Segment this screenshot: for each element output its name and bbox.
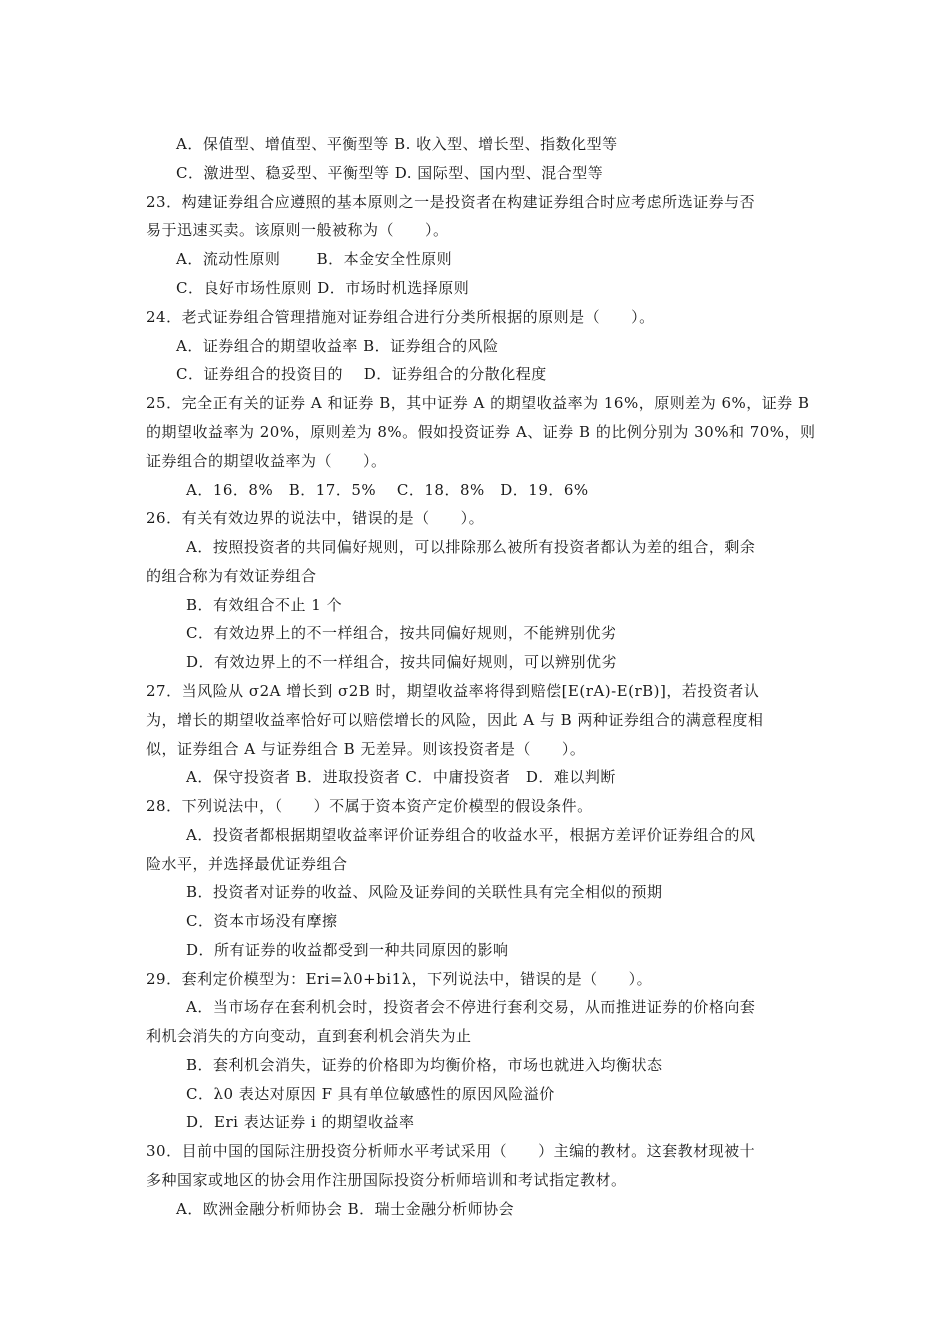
q26-option-b: B．有效组合不止 1 个	[186, 596, 343, 614]
q22-options-ab: A．保值型、增值型、平衡型等 B. 收入型、增长型、指数化型等	[176, 135, 618, 153]
q24-stem: 24．老式证券组合管理措施对证券组合进行分类所根据的原则是（ ）。	[146, 308, 655, 326]
q22-options-cd: C．激进型、稳妥型、平衡型等 D. 国际型、国内型、混合型等	[176, 164, 604, 182]
q27-options: A．保守投资者 B．进取投资者 C．中庸投资者 D．难以判断	[186, 768, 616, 786]
q24-options-cd: C．证券组合的投资目的 D．证券组合的分散化程度	[176, 365, 547, 383]
q25-options: A．16．8% B．17．5% C．18．8% D．19．6%	[186, 481, 589, 499]
q28-option-d: D．所有证券的收益都受到一种共同原因的影响	[186, 941, 509, 959]
q25-stem-line-3: 证券组合的期望收益率为（ ）。	[146, 452, 387, 470]
q28-stem: 28．下列说法中，（ ）不属于资本资产定价模型的假设条件。	[146, 797, 593, 815]
q25-stem-line-2: 的期望收益率为 20%，原则差为 8%。假如投资证券 A、证券 B 的比例分别为 30%和 70%，则	[146, 423, 816, 441]
q28-option-b: B．投资者对证券的收益、风险及证券间的关联性具有完全相似的预期	[186, 883, 663, 901]
q29-option-d: D．Eri 表达证券 i 的期望收益率	[186, 1113, 415, 1131]
q30-options-ab: A．欧洲金融分析师协会 B．瑞士金融分析师协会	[176, 1200, 515, 1218]
q23-stem-line-2: 易于迅速买卖。该原则一般被称为（ ）。	[146, 221, 449, 239]
q30-stem-line-1: 30．目前中国的国际注册投资分析师水平考试采用（ ）主编的教材。这套教材现被十	[146, 1142, 756, 1160]
q24-options-ab: A．证券组合的期望收益率 B．证券组合的风险	[176, 337, 499, 355]
q27-stem-line-1: 27．当风险从 σ2A 增长到 σ2B 时，期望收益率将得到赔偿[E(rA)-E(rB)]，若投资者认	[146, 682, 760, 700]
q28-option-a-line-2: 险水平，并选择最优证券组合	[146, 855, 348, 873]
q28-option-c: C．资本市场没有摩擦	[186, 912, 338, 930]
q25-stem-line-1: 25．完全正有关的证券 A 和证券 B，其中证券 A 的期望收益率为 16%，原则差为 6%，证券 B	[146, 394, 810, 412]
q26-option-a-line-1: A．按照投资者的共同偏好规则，可以排除那么被所有投资者都认为差的组合，剩余	[186, 538, 756, 556]
q27-stem-line-2: 为，增长的期望收益率恰好可以赔偿增长的风险，因此 A 与 B 两种证券组合的满意程度相	[146, 711, 764, 729]
q28-option-a-line-1: A．投资者都根据期望收益率评价证券组合的收益水平，根据方差评价证券组合的风	[186, 826, 756, 844]
q23-options-ab: A．流动性原则 B．本金安全性原则	[176, 250, 453, 268]
q30-stem-line-2: 多种国家或地区的协会用作注册国际投资分析师培训和考试指定教材。	[146, 1171, 627, 1189]
q29-option-c: C．λ0 表达对原因 F 具有单位敏感性的原因风险溢价	[186, 1085, 555, 1103]
q29-stem: 29．套利定价模型为：Eri=λ0+bi1λ，下列说法中，错误的是（ ）。	[146, 970, 653, 988]
q23-options-cd: C．良好市场性原则 D．市场时机选择原则	[176, 279, 470, 297]
q26-option-a-line-2: 的组合称为有效证券组合	[146, 567, 317, 585]
q29-option-a-line-2: 利机会消失的方向变动，直到套利机会消失为止	[146, 1027, 472, 1045]
q26-stem: 26．有关有效边界的说法中，错误的是（ ）。	[146, 509, 485, 527]
q29-option-b: B．套利机会消失，证券的价格即为均衡价格，市场也就进入均衡状态	[186, 1056, 663, 1074]
q29-option-a-line-1: A．当市场存在套利机会时，投资者会不停进行套利交易，从而推进证券的价格向套	[186, 998, 756, 1016]
q26-option-d: D．有效边界上的不一样组合，按共同偏好规则，可以辨别优劣	[186, 653, 618, 671]
q27-stem-line-3: 似，证券组合 A 与证券组合 B 无差异。则该投资者是（ ）。	[146, 740, 586, 758]
q23-stem-line-1: 23．构建证券组合应遵照的基本原则之一是投资者在构建证券组合时应考虑所选证券与否	[146, 193, 756, 211]
q26-option-c: C．有效边界上的不一样组合，按共同偏好规则，不能辨别优劣	[186, 624, 617, 642]
